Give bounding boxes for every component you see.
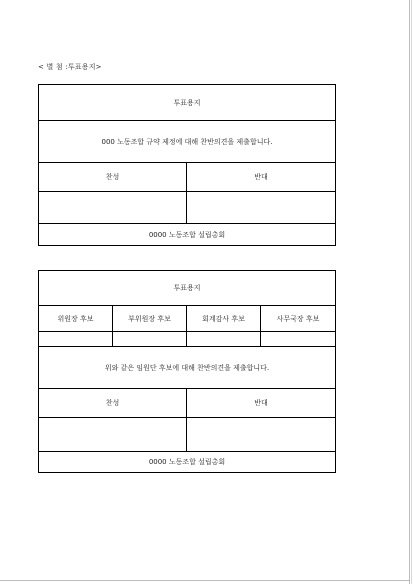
footer-row bbox=[39, 224, 335, 245]
candidate-vice-chair-box[interactable] bbox=[113, 332, 187, 346]
ballot-form-bylaws bbox=[38, 84, 336, 246]
oppose-mark-box[interactable] bbox=[187, 192, 335, 223]
statement-row bbox=[39, 347, 335, 389]
form-title-row bbox=[39, 85, 335, 121]
candidate-auditor-box[interactable] bbox=[187, 332, 261, 346]
vote-mark-row bbox=[39, 192, 335, 224]
position-secretary: 사무국장 후보 bbox=[276, 314, 320, 323]
statement-row bbox=[39, 121, 335, 163]
ballot-statement: 000 노동조합 규약 제정에 대해 찬반의견을 제출합니다. bbox=[101, 137, 273, 146]
choice-approve-header: 찬성 bbox=[39, 389, 187, 417]
candidate-name-row bbox=[39, 332, 335, 347]
appendix-label: < 별 첨 :투표용지> bbox=[38, 63, 102, 71]
position-vice-chair: 부위원장 후보 bbox=[113, 306, 187, 331]
choice-oppose-header: 반대 bbox=[254, 173, 268, 181]
form-title-row bbox=[39, 271, 335, 306]
approve-mark-box[interactable] bbox=[39, 418, 187, 451]
oppose-mark-box[interactable] bbox=[187, 418, 335, 451]
footer-row bbox=[39, 452, 335, 472]
choice-approve-header: 찬성 bbox=[39, 163, 187, 191]
ballot-form-officers bbox=[38, 270, 336, 473]
choice-header-row bbox=[39, 389, 335, 418]
choice-oppose-header: 반대 bbox=[254, 399, 268, 407]
vote-mark-row bbox=[39, 418, 335, 452]
position-header-row bbox=[39, 306, 335, 332]
candidate-chair-box[interactable] bbox=[39, 332, 113, 346]
approve-mark-box[interactable] bbox=[39, 192, 187, 223]
position-chair: 위원장 후보 bbox=[39, 306, 113, 331]
position-auditor: 회계감사 후보 bbox=[187, 306, 261, 331]
page-edge-right bbox=[409, 0, 410, 584]
form-footer: 0000 노동조합 설립총회 bbox=[148, 458, 226, 466]
form-title: 투표용지 bbox=[173, 98, 201, 107]
page-edge-shadow bbox=[411, 0, 412, 584]
ballot-statement: 위와 같은 임원단 후보에 대해 찬반의견을 제출합니다. bbox=[104, 363, 270, 372]
page-edge-bottom bbox=[0, 580, 410, 581]
form-footer: 0000 노동조합 설립총회 bbox=[148, 230, 226, 239]
choice-header-row bbox=[39, 163, 335, 192]
candidate-secretary-box[interactable] bbox=[261, 332, 335, 346]
form-title: 투표용지 bbox=[173, 284, 201, 292]
